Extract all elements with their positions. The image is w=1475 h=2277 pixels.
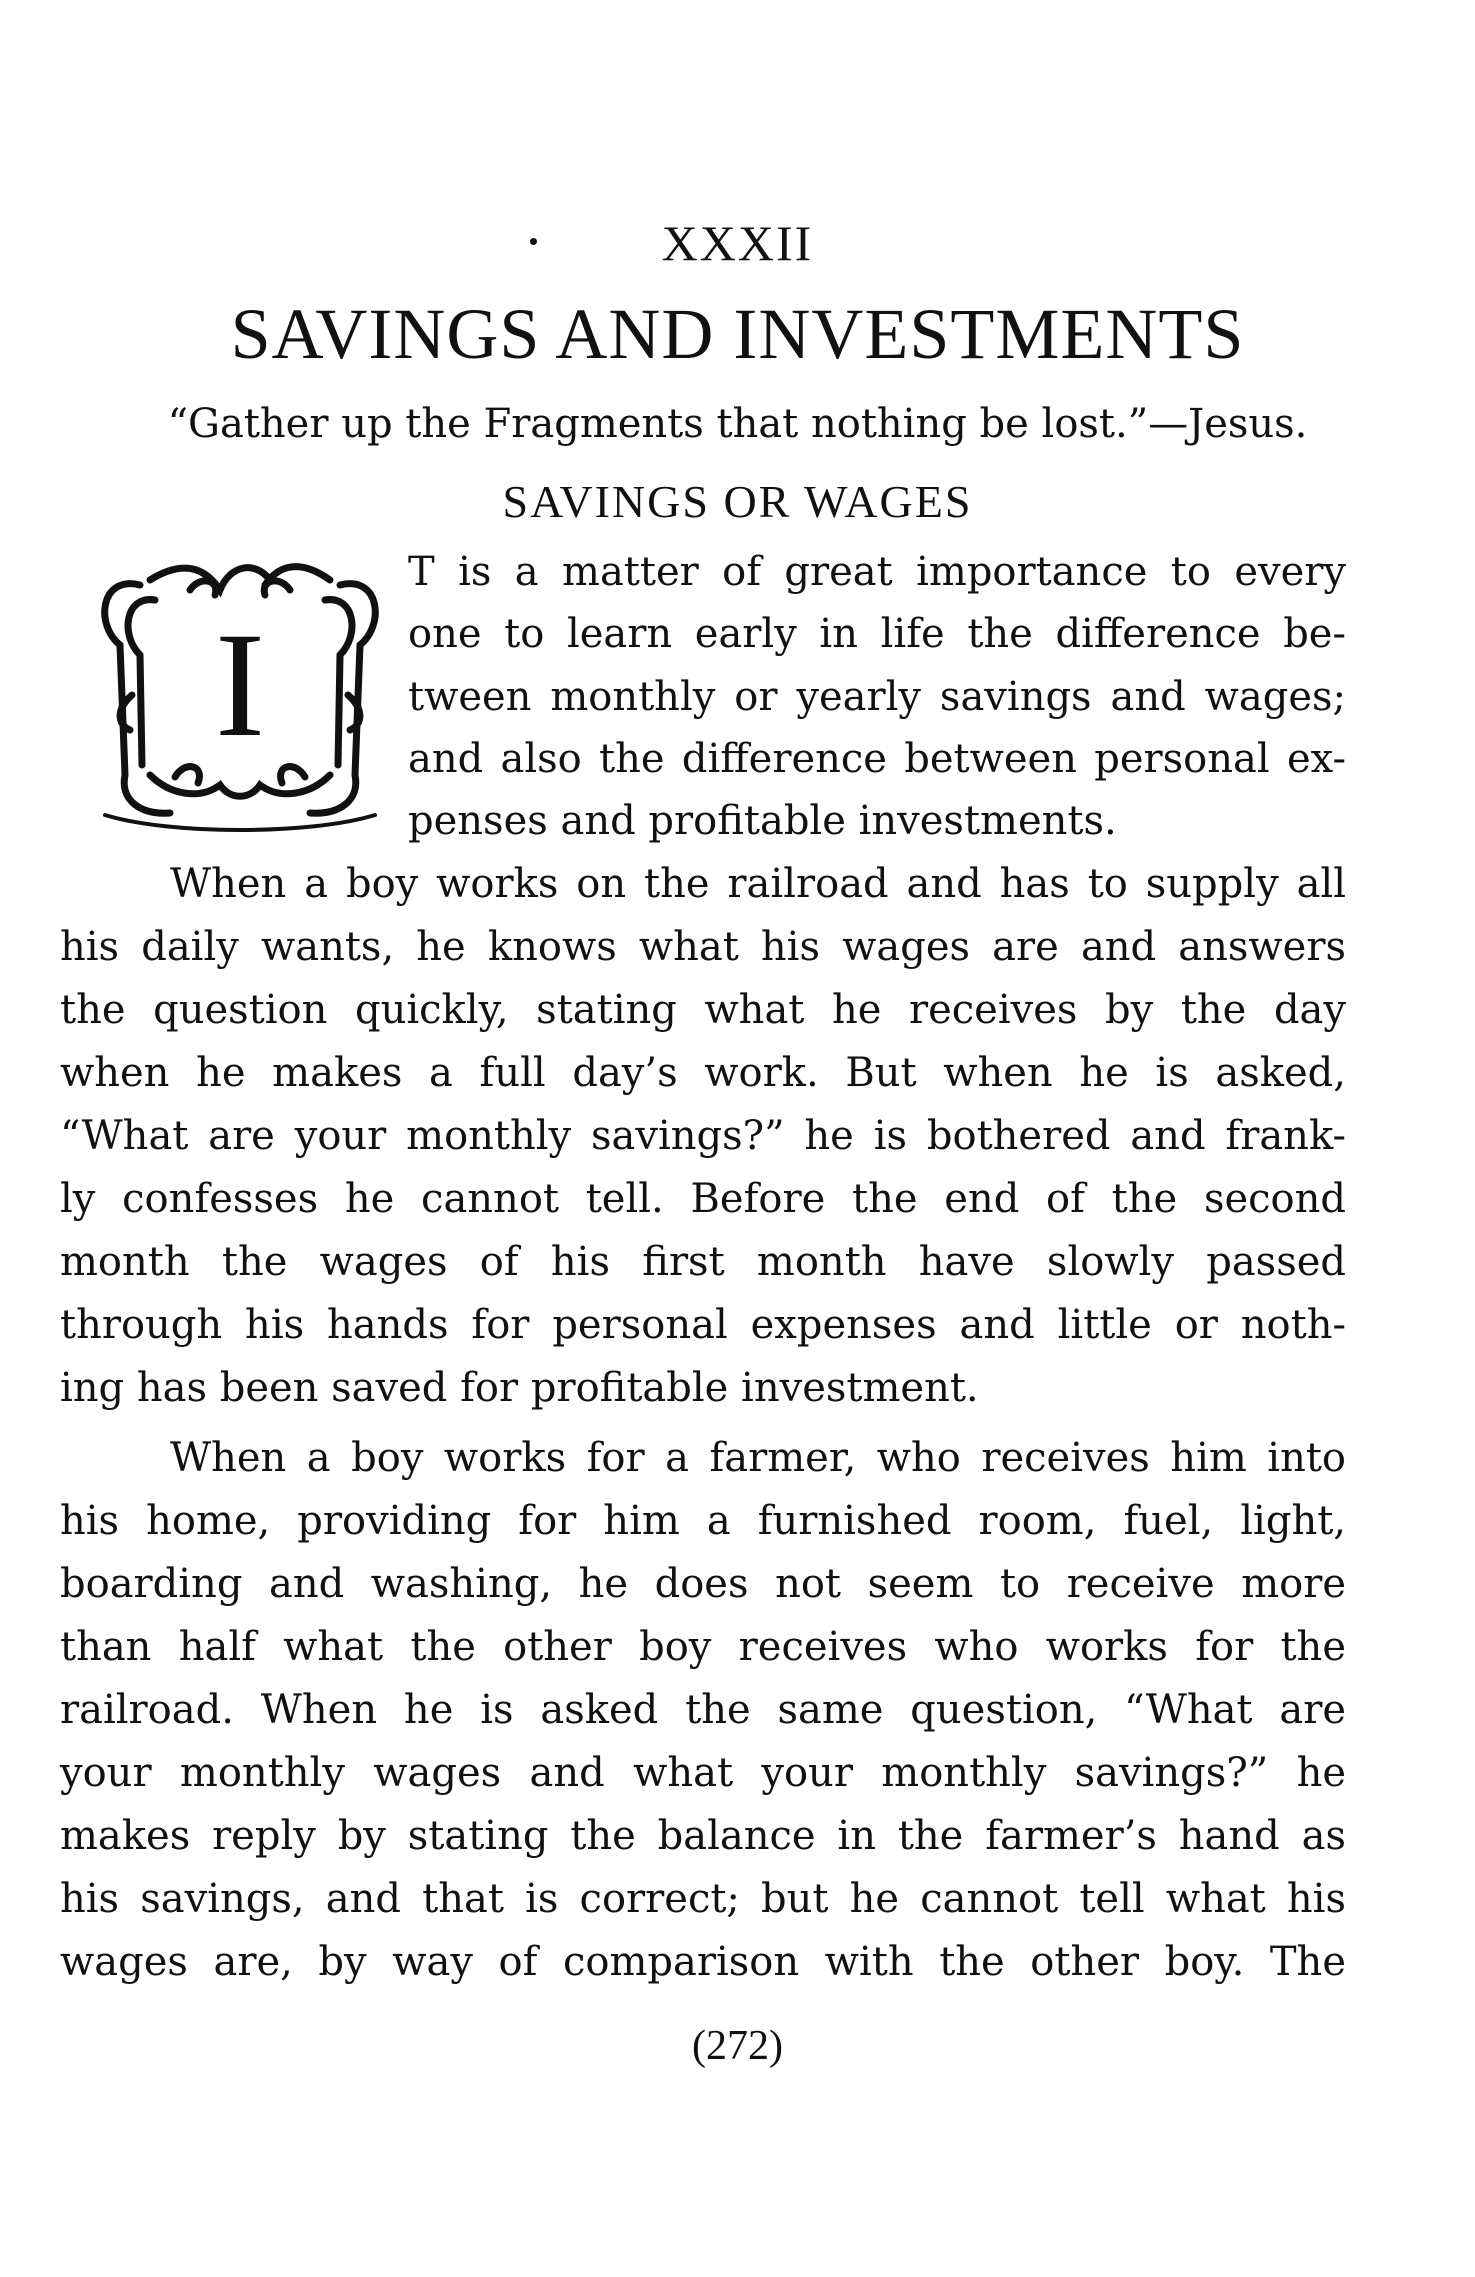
paragraph-line: boarding and washing, he does not seem to receive more	[60, 1561, 1346, 1607]
drop-cap-ornament-icon	[80, 545, 400, 835]
section-heading: SAVINGS OR WAGES	[502, 476, 973, 527]
paragraph-line: your monthly wages and what your monthly savings?” he	[60, 1750, 1346, 1796]
drop-cap-letter: I	[215, 602, 265, 768]
paragraph-line: month the wages of his first month have slowly passed	[60, 1239, 1346, 1285]
paragraph-line: makes reply by stating the balance in the farmer’s hand as	[60, 1813, 1346, 1859]
ornamental-drop-cap	[80, 545, 400, 835]
paragraph-line: When a boy works for a farmer, who receives him into	[170, 1435, 1346, 1481]
paragraph-line: When a boy works on the railroad and has to supply all	[170, 861, 1346, 907]
paragraph-line: T is a matter of great importance to every	[408, 549, 1346, 595]
paragraph-line: through his hands for personal expenses and little or noth-	[60, 1302, 1346, 1348]
epigraph: “Gather up the Fragments that nothing be lost.”—Jesus.	[167, 401, 1308, 447]
paragraph-line: his home, providing for him a furnished room, fuel, light,	[60, 1498, 1346, 1544]
paragraph-line: wages are, by way of comparison with the other boy. The	[60, 1939, 1346, 1985]
paragraph-line: than half what the other boy receives who works for the	[60, 1624, 1346, 1670]
chapter-title: SAVINGS AND INVESTMENTS	[230, 294, 1245, 374]
paragraph-line: when he makes a full day’s work. But when he is asked,	[60, 1050, 1346, 1096]
paragraph-line: railroad. When he is asked the same question, “What are	[60, 1687, 1346, 1733]
paragraph-line: “What are your monthly savings?” he is bothered and frank-	[60, 1113, 1346, 1159]
chapter-number: XXXII	[661, 215, 814, 271]
paragraph-line: and also the difference between personal ex-	[408, 736, 1346, 782]
paragraph-line: ly confesses he cannot tell. Before the end of the second	[60, 1176, 1346, 1222]
paragraph-line: one to learn early in life the difference be-	[408, 611, 1346, 657]
paragraph-line: penses and profitable investments.	[408, 798, 1117, 844]
paragraph-line: his savings, and that is correct; but he cannot tell what his	[60, 1876, 1346, 1922]
paragraph-line: his daily wants, he knows what his wages are and answers	[60, 924, 1346, 970]
paragraph-line: ing has been saved for profitable investment.	[60, 1365, 979, 1411]
paragraph-line: tween monthly or yearly savings and wages;	[408, 674, 1346, 720]
paragraph-line: the question quickly, stating what he receives by the day	[60, 987, 1346, 1033]
page-number: (272)	[692, 2023, 783, 2069]
